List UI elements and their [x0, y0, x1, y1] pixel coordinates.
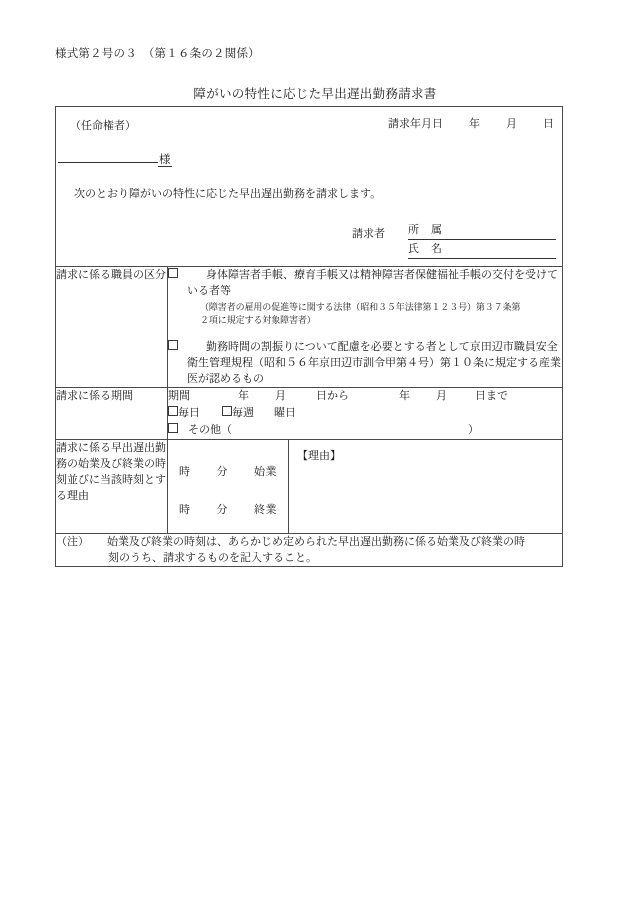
table-row-category: [56, 267, 563, 388]
claimant-fields: [408, 223, 556, 259]
checkbox-icon[interactable]: [168, 406, 178, 416]
start-hour-unit: 時: [179, 466, 191, 478]
category-options-cell: [168, 267, 563, 388]
category-option-2[interactable]: [168, 339, 562, 387]
request-date-label: 請求年月日: [388, 118, 443, 130]
table-row-work-time: [56, 440, 563, 534]
frequency-row[interactable]: [168, 405, 562, 422]
note-line-1: 始業及び終業の時刻は、あらかじめ定められた早出遅出勤務に係る始業及び終業の時: [107, 536, 525, 548]
other-row[interactable]: [168, 422, 562, 439]
claimant-label: 請求者: [352, 228, 385, 240]
affiliation-label: 所 属: [408, 224, 443, 236]
date-year-unit: 年: [469, 118, 480, 130]
paren-close: ）: [468, 424, 479, 436]
request-date-field: [388, 115, 554, 131]
table-row-header: [56, 107, 563, 267]
end-hour-unit: 時: [179, 504, 191, 516]
note-line-1: （障害者の雇用の促進等に関する法律（昭和３５年法律第１２３号）第３７条第: [200, 302, 521, 312]
period-to-unit: 日まで: [475, 390, 508, 402]
start-time-row[interactable]: [168, 463, 288, 479]
date-month-unit: 月: [506, 118, 517, 130]
category-option-2-text: 勤務時間の割振りについて配慮を必要とする者として京田辺市職員安全衛生管理規程（昭和５６年京田辺市訓令甲第４号）第１０条に規定する産業医が認めるもの: [187, 341, 561, 385]
start-minute-unit: 分: [216, 466, 228, 478]
addressee-honorific: 様: [159, 154, 171, 166]
category-option-1[interactable]: [168, 267, 562, 327]
period-word: 期間: [168, 390, 190, 402]
request-form-table: [55, 106, 563, 567]
end-minute-unit: 分: [216, 504, 228, 516]
note-line-2: 刻のうち、請求するものを記入すること。: [108, 552, 317, 564]
header-cell: [56, 107, 563, 267]
end-label: 終業: [254, 504, 277, 516]
period-year-unit: 年: [238, 390, 249, 402]
period-month-unit: 月: [275, 390, 286, 402]
paren-open: （: [221, 424, 232, 436]
name-field[interactable]: [408, 242, 556, 259]
other-label: その他: [188, 424, 221, 436]
reason-cell[interactable]: [289, 440, 563, 534]
weekly-label: 毎週: [232, 407, 254, 419]
start-label: 始業: [254, 466, 277, 478]
checkbox-icon[interactable]: [168, 340, 178, 350]
checkbox-icon[interactable]: [222, 406, 232, 416]
note-line-2: ２項に規定する対象障害者）: [200, 315, 316, 325]
appointer-label: （任命権者）: [70, 120, 136, 132]
daily-label: 毎日: [178, 407, 200, 419]
addressee-field[interactable]: [58, 149, 176, 167]
addressee-write-line[interactable]: [58, 149, 158, 163]
category-option-1-note: [168, 301, 562, 327]
note-cell: [56, 534, 563, 567]
work-time-values-cell[interactable]: [168, 440, 289, 534]
statement-text: 次のとおり障がいの特性に応じた早出遅出勤務を請求します。: [74, 188, 382, 200]
work-time-label-cell: [56, 440, 168, 534]
period-range-row[interactable]: [168, 388, 562, 405]
table-row-period: [56, 388, 563, 440]
page-title: 障がいの特性に応じた早出遅出勤務請求書: [193, 87, 437, 101]
category-label: 請求に係る職員の区分: [56, 269, 166, 281]
end-time-row[interactable]: [168, 501, 288, 517]
table-row-note: [56, 534, 563, 567]
period-month-unit-2: 月: [436, 390, 447, 402]
reason-heading: 【理由】: [297, 450, 341, 462]
note-text: [56, 534, 562, 566]
weekday-label: 曜日: [274, 407, 296, 419]
period-from-unit: 日から: [316, 390, 349, 402]
note-marker: （注）: [56, 536, 89, 548]
category-label-cell: [56, 267, 168, 388]
category-option-1-text: 身体障害者手帳、療育手帳又は精神障害者保健福祉手帳の交付を受けている者等: [187, 269, 558, 297]
period-values-cell: [168, 388, 563, 440]
period-label-cell: [56, 388, 168, 440]
period-year-unit-2: 年: [399, 390, 410, 402]
form-number: 様式第２号の３ （第１６条の２関係）: [55, 48, 260, 60]
work-time-label: 請求に係る早出遅出勤務の始業及び終業の時刻並びに当該時刻とする理由: [56, 442, 166, 502]
date-day-unit: 日: [543, 118, 554, 130]
period-label: 請求に係る期間: [56, 390, 133, 402]
checkbox-icon[interactable]: [168, 423, 178, 433]
affiliation-field[interactable]: [408, 223, 556, 240]
name-label: 氏 名: [408, 243, 443, 255]
checkbox-icon[interactable]: [168, 268, 178, 278]
